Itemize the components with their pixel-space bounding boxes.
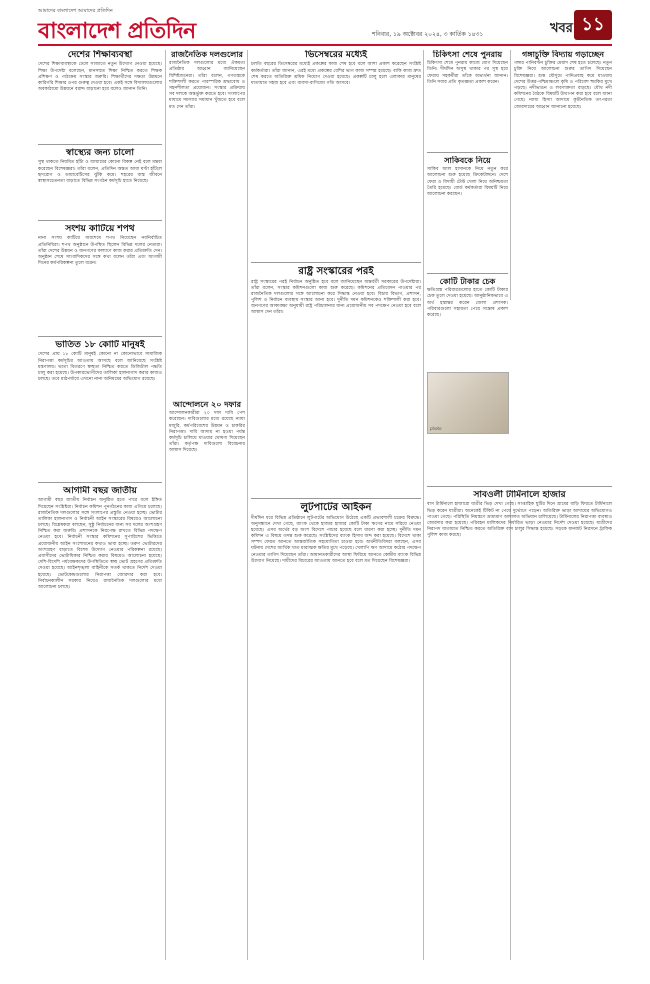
article-body: আগামী বছর জাতীয় নির্বাচন অনুষ্ঠিত হতে পারে বলে ইঙ্গিত দিয়েছেন সংশ্লিষ্টরা। নির্বাচন কমিশন পুনর্গঠনের কাজ এগিয়ে চলেছে। রাজনৈতিক দলগুলোর সঙ্গে সংলাপের প্রস্তুতি নেওয়া হচ্ছে। ভোটার তালিকা হালনাগাদ ও নির্বাচনী আইন সংস্কারের বিষয়েও আলোচনা চলছে। বিশ্লেষকরা বলছেন, সুষ্ঠু নির্বাচনের জন্য সব দলের অংশগ্রহণ নিশ্চিত করা জরুরি। প্রশাসনকে নিরপেক্ষ রাখতে বিভিন্ন পদক্ষেপ নেওয়া হবে। নির্বাচনী সংস্কার কমিশনের সুপারিশের ভিত্তিতে প্রয়োজনীয় আইন সংশোধনের কথাও ভাবা হচ্ছে। তরুণ ভোটারদের অংশগ্রহণ বাড়াতে বিশেষ উদ্যোগ নেওয়ার পরিকল্পনা রয়েছে। প্রবাসীদের ভোটাধিকার নিশ্চিত করার বিষয়েও আলোচনা হয়েছে। দেশি-বিদেশি পর্যবেক্ষকদের উপস্থিতিতে স্বচ্ছ ভোট গ্রহণের প্রতিশ্রুতি দেওয়া হয়েছে। আইনশৃঙ্খলা বাহিনীকে সতর্ক থাকতে নির্দেশ দেওয়া হয়েছে। ভোটকেন্দ্রগুলোর নিরাপত্তা জোরদার করা হবে। নির্বাচনকালীন সরকার নিয়েও রাজনৈতিক দলগুলোর মধ্যে আলোচনা চলছে। xyxy=(38,498,162,590)
article-body: চিকিৎসা শেষে পুনরায় কাজে যোগ দিয়েছেন তিনি। দীর্ঘদিন অসুস্থ থাকার পর সুস্থ হয়ে ফেরায় সহকর্মীরা তাঁকে অভ্যর্থনা জানান। তিনি সবার প্রতি কৃতজ্ঞতা প্রকাশ করেন। xyxy=(427,61,508,85)
article-body: আন্দোলনকারীরা ২০ দফা দাবি পেশ করেছেন। দাবিগুলোর মধ্যে রয়েছে ন্যায্য মজুরি, কর্মপরিবেশের উন্নয়ন ও চাকরির নিরাপত্তা। দাবি আদায় না হওয়া পর্যন্ত কর্মসূচি চালিয়ে যাওয়ার ঘোষণা দিয়েছেন তাঁরা। কর্তৃপক্ষ দাবিগুলো বিবেচনার আশ্বাস দিয়েছে। xyxy=(169,411,245,454)
article-divider xyxy=(251,498,421,499)
article-body: চলতি বছরের ডিসেম্বরের মধ্যেই প্রকল্পের কাজ শেষ হবে বলে আশা প্রকাশ করেছেন সংশ্লিষ্ট কর্মকর্তারা। তাঁরা জানান, এরই মধ্যে প্রকল্পের বেশির ভাগ কাজ সম্পন্ন হয়েছে। বাকি কাজ দ্রুত শেষ করতে অতিরিক্ত শ্রমিক নিয়োগ দেওয়া হয়েছে। প্রকল্পটি চালু হলে এলাকার মানুষের যাতায়াত সহজ হবে এবং ব্যবসা-বাণিজ্যে গতি আসবে। xyxy=(251,62,421,86)
page-number: ১১ xyxy=(574,10,612,40)
article xyxy=(514,50,612,480)
article-headline: চিকিৎসা শেষে পুনরায় xyxy=(432,50,503,59)
news-photo xyxy=(427,372,509,434)
article-headline: গঙ্গাচুক্তি বিদ্যায় গড়াচ্ছেন xyxy=(522,50,604,59)
article-body: দীর্ঘদিন ধরে বিভিন্ন প্রতিষ্ঠানে লুটপাটের অভিযোগ উঠেছে একটি প্রভাবশালী চক্রের বিরুদ্ধে। অনুসন্ধানে দেখা গেছে, ব্যাংক থেকে হাজার হাজার কোটি টাকা ঋণের নামে সরিয়ে নেওয়া হয়েছে। এসব অর্থের বড় অংশ বিদেশে পাচার হয়েছে বলে ধারণা করা হচ্ছে। দুর্নীতি দমন কমিশন এ বিষয়ে তদন্ত শুরু করেছে। সংশ্লিষ্টদের ব্যাংক হিসাব জব্দ করা হয়েছে। বিদেশে থাকা সম্পদ ফেরত আনতে আন্তর্জাতিক সহযোগিতা চাওয়া হবে। অর্থনীতিবিদরা বলছেন, এসব ঘটনায় দেশের আর্থিক খাত মারাত্মক ক্ষতির মুখে পড়েছে। খেলাপি ঋণ আদায়ে কঠোর পদক্ষেপ নেওয়ার তাগিদ দিয়েছেন তাঁরা। আমানতকারীদের আস্থা ফিরিয়ে আনতে কেন্দ্রীয় ব্যাংক বিভিন্ন উদ্যোগ নিয়েছে। দায়ীদের বিচারের আওতায় আনতে হবে বলে মত দিয়েছেন বিশেষজ্ঞরা। xyxy=(251,515,421,564)
masthead-rule xyxy=(38,44,612,46)
photo-label: photo xyxy=(430,426,442,431)
article-headline: দেশের শিক্ষাব্যবস্থা xyxy=(67,50,133,60)
article xyxy=(251,50,421,250)
article-body: সাকিব আল হাসানকে নিয়ে নতুন করে আলোচনা শুরু হয়েছে ক্রিকেটাঙ্গনে। দেশে ফেরা ও বিদায়ী টেস্ট খেলা নিয়ে অনিশ্চয়তা তৈরি হয়েছে। বোর্ড কর্মকর্তারা বিষয়টি নিয়ে আলোচনা করছেন। xyxy=(427,167,508,197)
article-body: রাজনৈতিক দলগুলোর মধ্যে ঐকমত্য প্রতিষ্ঠার আহ্বান জানিয়েছেন বিশিষ্টজনেরা। তাঁরা বলেন, গণতন্ত্রকে শক্তিশালী করতে পারস্পরিক শ্রদ্ধাবোধ ও সহনশীলতা প্রয়োজন। সংস্কার প্রক্রিয়ায় সব দলকে অন্তর্ভুক্ত করতে হবে। সংলাপের মাধ্যমে সমস্যার সমাধান খুঁজতে হবে বলে মত দেন তাঁরা। xyxy=(169,61,245,110)
article-body: নানা সংশয় কাটিয়ে অবশেষে শপথ নিয়েছেন নবনির্বাচিত প্রতিনিধিরা। শপথ অনুষ্ঠানে উপস্থিত ছিলেন বিভিন্ন দলের নেতারা। তাঁরা দেশের উন্নয়ন ও জনগণের কল্যাণে কাজ করার প্রতিশ্রুতি দেন। অনুষ্ঠান শেষে সাংবাদিকদের সঙ্গে কথা বলেন তাঁরা এবং আগামী দিনের কর্মপরিকল্পনা তুলে ধরেন। xyxy=(38,236,162,267)
article-headline: আগামী বছর জাতীয় xyxy=(63,486,137,496)
article-headline: ভিসেম্বরের মধ্যেই xyxy=(305,50,367,60)
article-headline: সাবওলী টার্মিনালে হাজার xyxy=(473,490,566,500)
article xyxy=(38,148,162,218)
article xyxy=(427,277,508,367)
article xyxy=(169,400,245,550)
newspaper-logo: বাংলাদেশ প্রতিদিন xyxy=(38,19,196,44)
article xyxy=(38,486,162,956)
article-divider xyxy=(427,486,612,487)
article-divider xyxy=(427,152,508,153)
article-headline: সাকিবকে নিয়ে xyxy=(444,156,491,165)
article-body: গঙ্গার পানিবণ্টন চুক্তির মেয়াদ শেষ হতে চলেছে। নতুন চুক্তি নিয়ে আলোচনা শুরুর তাগিদ দিয়েছেন বিশেষজ্ঞরা। শুষ্ক মৌসুমে পানিপ্রবাহ কমে যাওয়ায় দেশের উত্তর-পশ্চিমাঞ্চলে কৃষি ও পরিবেশ হুমকির মুখে পড়ছে। নদীভাঙন ও লবণাক্ততা বাড়ছে। যৌথ নদী কমিশনের বৈঠকে বিষয়টি উত্থাপন করা হবে বলে জানা গেছে। ন্যায্য হিস্যা আদায়ে কূটনৈতিক তৎপরতা জোরদারের আহ্বান জানানো হয়েছে। xyxy=(514,61,612,110)
article-headline: কোটি টাকার চেক xyxy=(439,277,496,286)
article-headline: লুটপাটের আইকন xyxy=(300,502,372,513)
article xyxy=(427,156,508,271)
column-divider xyxy=(165,50,166,960)
article xyxy=(427,490,612,956)
article-divider xyxy=(427,273,508,274)
article xyxy=(38,50,162,142)
article xyxy=(251,502,421,956)
article-body: রাষ্ট্র সংস্কারের পরই নির্বাচন অনুষ্ঠিত হবে বলে জানিয়েছেন অন্তর্বর্তী সরকারের উপদেষ্টারা। তাঁরা বলেন, সংস্কার কমিশনগুলো কাজ শুরু করেছে। কমিশনের প্রতিবেদন পাওয়ার পর রাজনৈতিক দলগুলোর সঙ্গে আলোচনা করে সিদ্ধান্ত নেওয়া হবে। বিচার বিভাগ, প্রশাসন, পুলিশ ও নির্বাচন ব্যবস্থায় সংস্কার আনা হবে। দুর্নীতি দমন কমিশনকেও শক্তিশালী করা হবে। জনগণের আকাঙ্ক্ষা অনুযায়ী রাষ্ট্র পরিচালনার জন্য প্রয়োজনীয় সব পদক্ষেপ নেওয়া হবে বলে আশ্বাস দেন তাঁরা। xyxy=(251,279,421,316)
column-divider xyxy=(423,50,424,960)
column-divider xyxy=(510,50,511,300)
article xyxy=(38,224,162,334)
article-divider xyxy=(38,336,162,337)
section-label: খবর xyxy=(550,21,573,36)
article xyxy=(38,340,162,480)
dateline: শনিবার, ১৯ অক্টোবর ২০২৪, ৩ কার্তিক ১৪৩১ xyxy=(372,31,484,38)
article-headline: সংশয় কাটিয়ে শপথ xyxy=(65,224,135,234)
article-body: দেশের শিক্ষাব্যবস্থাকে ঢেলে সাজাতে নতুন উদ্যোগ নেওয়া হয়েছে। শিক্ষা উপদেষ্টা বলেছেন, মানসম্মত শিক্ষা নিশ্চিত করতে শিক্ষক প্রশিক্ষণ ও পাঠ্যক্রম সংস্কার জরুরি। শিক্ষার্থীদের দক্ষতা উন্নয়নে কারিগরি শিক্ষার ওপর গুরুত্ব দেওয়া হবে। একই সঙ্গে বিদ্যালয়গুলোর অবকাঠামো উন্নয়নে বরাদ্দ বাড়ানো হবে বলেও জানান তিনি। xyxy=(38,62,162,93)
article xyxy=(169,50,245,230)
article-headline: রাষ্ট্র সংস্কারের পরই xyxy=(298,266,374,277)
article-headline: স্বাস্থ্যের জন্য চালো xyxy=(66,148,134,158)
article-divider xyxy=(251,262,421,263)
article-headline: রাজনৈতিক দলগুলোর xyxy=(171,50,243,59)
article-divider xyxy=(38,482,162,483)
article xyxy=(251,266,421,436)
article-headline: আন্দোলনে ২০ দফার xyxy=(173,400,241,409)
article xyxy=(427,50,508,150)
article-body: ক্ষতিগ্রস্ত পরিবারগুলোর হাতে কোটি টাকার চেক তুলে দেওয়া হয়েছে। আনুষ্ঠানিকভাবে এ অর্থ হস্তান্তর করেন জেলা প্রশাসক। পরিবারগুলো সহায়তা পেয়ে সন্তোষ প্রকাশ করেছে। xyxy=(427,288,508,318)
masthead xyxy=(0,0,650,46)
article-divider xyxy=(38,220,162,221)
article-body: দেশের প্রায় ১৮ কোটি মানুষই কোনো না কোনোভাবে সামাজিক নিরাপত্তা কর্মসূচির আওতায় আসছে বলে জানিয়েছে সংশ্লিষ্ট মন্ত্রণালয়। ভাতা বিতরণে স্বচ্ছতা নিশ্চিত করতে ডিজিটাল পদ্ধতি চালু করা হয়েছে। উপকারভোগীদের তালিকা হালনাগাদ করার কাজও চলছে। তবে মাঠপর্যায়ে এখনো নানা অনিয়মের অভিযোগ রয়েছে। xyxy=(38,352,162,383)
article-body: বাস টার্মিনালে হাজারো যাত্রীর ভিড় দেখা গেছে। সাপ্তাহিক ছুটির দিনে গ্রামের বাড়ি ফিরতে টার্মিনালে ভিড় করেন যাত্রীরা। অনেকেই টিকিট না পেয়ে দুর্ভোগে পড়েন। অতিরিক্ত ভাড়া আদায়ের অভিযোগও পাওয়া গেছে। পরিস্থিতি নিয়ন্ত্রণে ভ্রাম্যমাণ আদালত অভিযান চালিয়েছে। টার্মিনালের নিরাপত্তা ব্যবস্থাও জোরদার করা হয়েছে। পরিবহন মালিকদের নির্ধারিত ভাড়া নেওয়ার নির্দেশ দেওয়া হয়েছে। যাত্রীদের নিরাপদ যাতায়াত নিশ্চিত করতে অতিরিক্ত বাস চালুর সিদ্ধান্ত হয়েছে। সড়কে যানজট নিরসনে ট্রাফিক পুলিশ কাজ করছে। xyxy=(427,502,612,539)
article-headline: ভাতিত ১৮ কোটি মানুষই xyxy=(55,340,145,350)
article-body: সুস্থ থাকতে নিয়মিত হাঁটা ও ব্যায়ামের কোনো বিকল্প নেই বলে মন্তব্য করেছেন বিশেষজ্ঞরা। তাঁরা বলেন, প্রতিদিন অন্তত আধা ঘণ্টা হাঁটলে হৃদরোগ ও ডায়াবেটিসের ঝুঁকি কমে। শহরের ব্যস্ত জীবনে স্বাস্থ্যসচেতনতা বাড়াতে বিভিন্ন সংগঠন কর্মসূচি হাতে নিয়েছে। xyxy=(38,160,162,184)
column-divider xyxy=(247,50,248,960)
article-divider xyxy=(38,144,162,145)
tagline: আমাদের বাংলাদেশ আমাদের প্রতিদিন xyxy=(38,8,113,14)
